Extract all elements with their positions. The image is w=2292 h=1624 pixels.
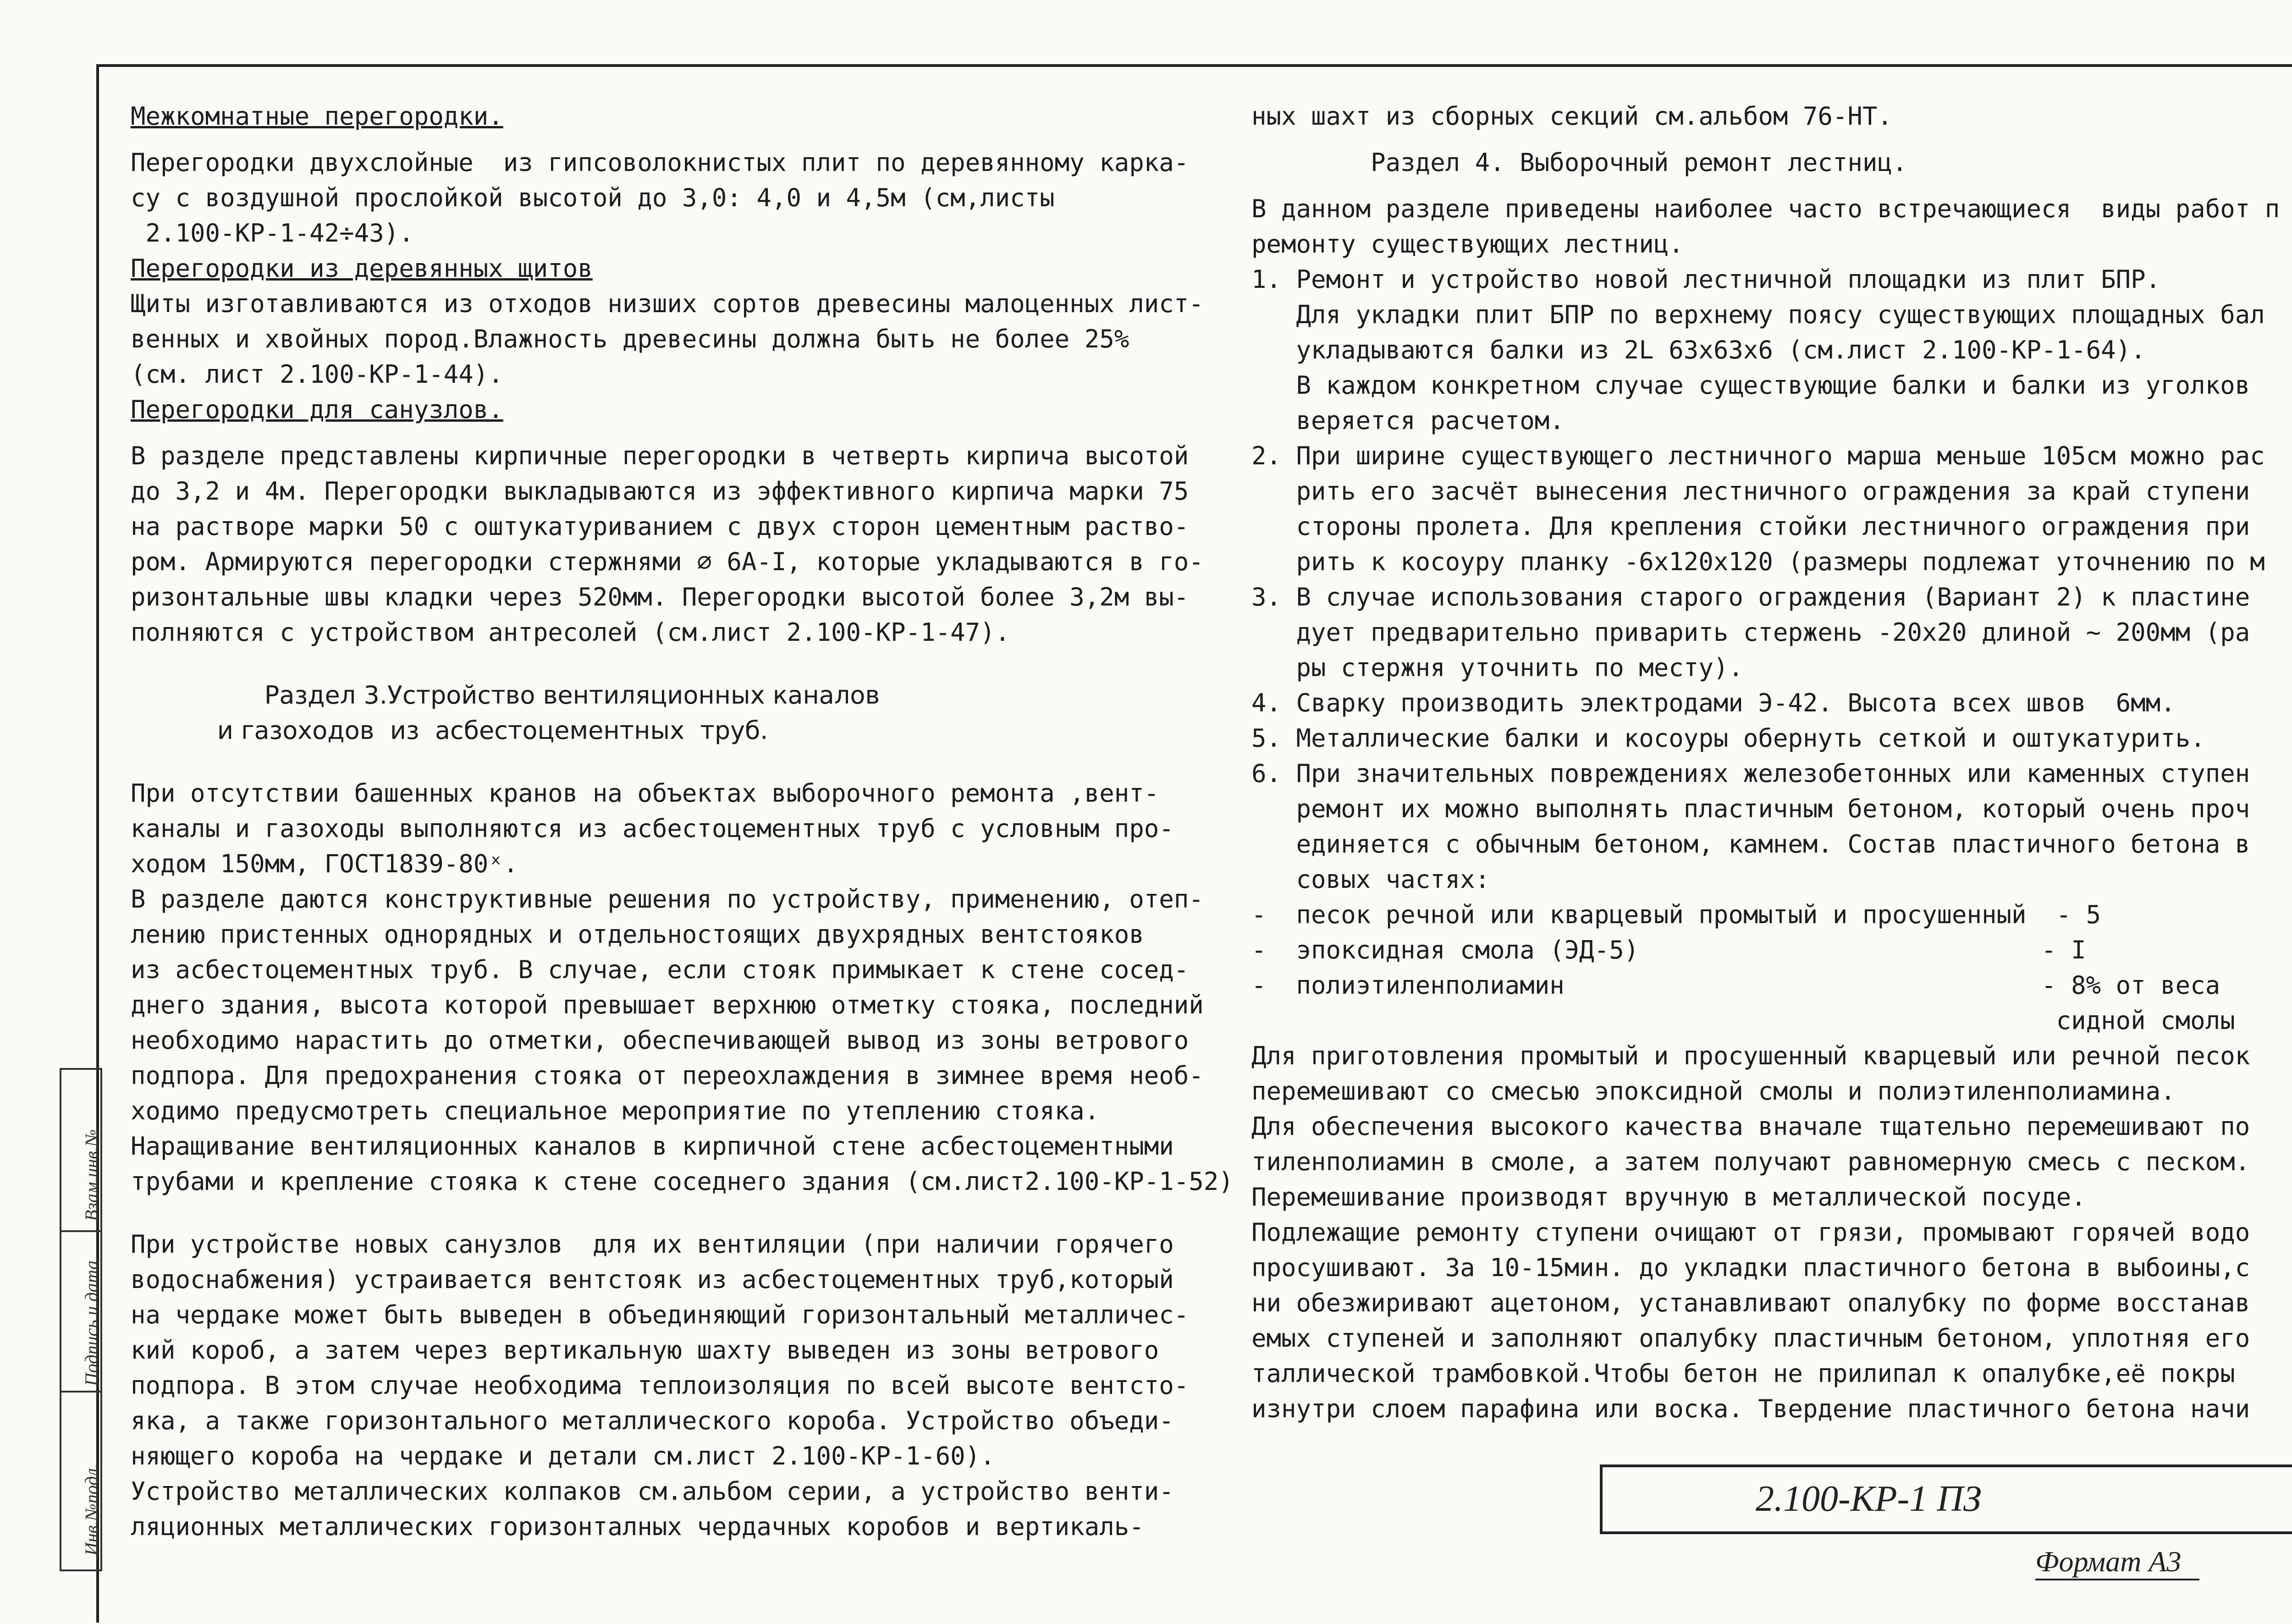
text-line: венных и хвойных пород.Влажность древесины должна быть не более 25% — [131, 325, 1129, 353]
text-line: В данном разделе приведены наиболее часто встречающиеся виды работ п — [1251, 194, 2280, 223]
text-line: В разделе даются конструктивные решения по устройству, применению, отеп- — [131, 885, 1204, 914]
document-code: 2.100-КР-1 ПЗ — [1756, 1479, 1982, 1519]
text-line — [131, 650, 1234, 677]
side-stamp-inventory-label: Инв.№подл. — [81, 1464, 102, 1556]
text-line: В каждом конкретном случае существующие балки и балки из уголков — [1251, 371, 2250, 400]
text-line: Щиты изготавливаются из отходов низших сортов древесины малоценных лист- — [131, 289, 1204, 318]
text-line: тиленполиамин в смоле, а затем получают равномерную смесь с песком. — [1251, 1147, 2250, 1176]
text-line: рить к косоуру планку -6х120х120 (размеры подлежат уточнению по м — [1251, 547, 2265, 576]
text-line: просушивают. За 10-15мин. до укладки пластичного бетона в выбоины,с — [1251, 1253, 2250, 1282]
text-line: Раздел 3.Устройство вентиляционных каналов — [131, 681, 880, 710]
format-label: Формат А3 — [2035, 1545, 2199, 1580]
text-line: Раздел 4. Выборочный ремонт лестниц. — [1251, 148, 1907, 177]
text-line: ных шахт из сборных секций см.альбом 76-НТ. — [1251, 102, 1892, 131]
text-line: 4. Сварку производить электродами Э-42. Высота всех швов 6мм. — [1251, 688, 2176, 717]
text-line: на чердаке может быть выведен в объединяющий горизонтальный металличес- — [131, 1300, 1189, 1329]
text-line: лению пристенных однорядных и отдельностоящих двухрядных вентстояков — [131, 920, 1144, 949]
text-line: кий короб, а затем через вертикальную шахту выведен из зоны ветрового — [131, 1336, 1159, 1365]
text-line: днего здания, высота которой превышает верхнюю отметку стояка, последний — [131, 991, 1204, 1019]
text-line: и газоходов из асбестоцементных труб. — [131, 716, 768, 745]
text-line: ходимо предусмотреть специальное мероприятие по утеплению стояка. — [131, 1096, 1100, 1125]
text-line: 1. Ремонт и устройство новой лестничной площадки из плит БПР. — [1251, 265, 2161, 294]
text-line: Для приготовления промытый и просушенный кварцевый или речной песок — [1251, 1041, 2250, 1070]
text-line: Наращивание вентиляционных каналов в кирпичной стене асбестоцементными — [131, 1132, 1174, 1161]
text-line: При отсутствии башенных кранов на объектах выборочного ремонта ,вент- — [131, 779, 1159, 808]
text-line: укладываются балки из 2L 63х63х6 (см.лист 2.100-КР-1-64). — [1251, 336, 2146, 364]
text-line: - полиэтиленполиамин - 8% от веса — [1251, 971, 2220, 1000]
text-line: изнутри слоем парафина или воска. Твердение пластичного бетона начи — [1251, 1394, 2250, 1423]
text-line: 2. При ширине существующего лестничного марша меньше 105см можно рас — [1251, 441, 2265, 470]
text-line: из асбестоцементных труб. В случае, если стояк примыкает к стене сосед- — [131, 955, 1189, 984]
text-line — [131, 1199, 1234, 1227]
text-line: подпора. Для предохранения стояка от переохлаждения в зимнее время необ- — [131, 1061, 1204, 1090]
text-line: веряется расчетом. — [1251, 406, 1565, 435]
text-line: ры стержня уточнить по месту). — [1251, 653, 1743, 682]
text-line: ходом 150мм, ГОСТ1839-80ˣ. — [131, 849, 518, 878]
side-stamp — [60, 1068, 102, 1571]
right-text-column — [1251, 99, 2280, 1426]
text-line: ни обезжиривают ацетоном, устанавливают опалубку по форме восстанав — [1251, 1288, 2250, 1317]
text-line: Перегородки двухслойные из гипсоволокнистых плит по деревянному карка- — [131, 148, 1189, 177]
side-stamp-divider — [61, 1391, 100, 1393]
text-line: стороны пролета. Для крепления стойки лестничного ограждения при — [1251, 512, 2250, 541]
text-line — [1251, 180, 2280, 191]
text-line: полняются с устройством антресолей (см.лист 2.100-КР-1-47). — [131, 618, 1010, 647]
side-stamp-divider — [61, 1230, 100, 1232]
text-line: ляционных металлических горизонталных чердачных коробов и вертикаль- — [131, 1512, 1144, 1541]
text-line — [131, 134, 1234, 145]
text-line: няющего короба на чердаке и детали см.лист 2.100-КР-1-60). — [131, 1442, 995, 1470]
text-line: каналы и газоходы выполняются из асбестоцементных труб с условным про- — [131, 814, 1174, 843]
section-heading: Перегородки из деревянных щитов — [131, 254, 593, 283]
text-line: трубами и крепление стояка к стене соседнего здания (см.лист2.100-КР-1-52) — [131, 1167, 1234, 1196]
text-line: - песок речной или кварцевый промытый и просушенный - 5 — [1251, 900, 2101, 929]
text-line: Для обеспечения высокого качества вначале тщательно перемешивают по — [1251, 1112, 2250, 1141]
text-line: 2.100-КР-1-42÷43). — [131, 219, 414, 248]
text-line: ром. Армируются перегородки стержнями ∅ 6А-I, которые укладываются в го- — [131, 547, 1204, 576]
text-line: емых ступеней и заполняют опалубку пластичным бетоном, уплотняя его — [1251, 1324, 2250, 1353]
text-line: совых частях: — [1251, 865, 1490, 894]
text-line: су с воздушной прослойкой высотой до 3,0: 4,0 и 4,5м (см,листы — [131, 183, 1055, 212]
text-line: 6. При значительных повреждениях железобетонных или каменных ступен — [1251, 759, 2250, 788]
text-line: 3. В случае использования старого ограждения (Вариант 2) к пластине — [1251, 583, 2250, 611]
left-text-column — [131, 99, 1234, 1544]
text-line: водоснабжения) устраивается вентстояк из асбестоцементных труб,который — [131, 1265, 1174, 1294]
text-line: рить его засчёт вынесения лестничного ограждения за край ступени — [1251, 477, 2250, 506]
text-line: (см. лист 2.100-КР-1-44). — [131, 360, 503, 389]
text-line: необходимо нарастить до отметки, обеспечивающей вывод из зоны ветрового — [131, 1026, 1189, 1055]
text-line — [1251, 134, 2280, 145]
text-line: 5. Металлические балки и косоуры обернуть сеткой и оштукатурить. — [1251, 724, 2205, 753]
side-stamp-replacement-label: Взам.инв.№ — [81, 1129, 102, 1221]
text-line: до 3,2 и 4м. Перегородки выкладываются из эффективного кирпича марки 75 — [131, 477, 1189, 506]
text-line: таллической трамбовкой.Чтобы бетон не прилипал к опалубке,её покры — [1251, 1359, 2235, 1388]
text-line: на растворе марки 50 с оштукатуриванием с двух сторон цементным раство- — [131, 512, 1189, 541]
text-line: перемешивают со смесью эпоксидной смолы и полиэтиленполиамина. — [1251, 1077, 2176, 1106]
text-line: дует предварительно приварить стержень -20х20 длиной ~ 200мм (ра — [1251, 618, 2250, 647]
text-line: ризонтальные швы кладки через 520мм. Перегородки высотой более 3,2м вы- — [131, 583, 1189, 611]
frame-top-border — [96, 64, 2292, 67]
section-heading: Перегородки для санузлов. — [131, 395, 503, 424]
text-line: подпора. В этом случае необходима теплоизоляция по всей высоте вентсто- — [131, 1371, 1189, 1400]
text-line: сидной смолы — [1251, 1006, 2235, 1035]
text-line: При устройстве новых санузлов для их вентиляции (при наличии горячего — [131, 1230, 1174, 1259]
text-line — [131, 748, 1234, 776]
text-line: Подлежащие ремонту ступени очищают от грязи, промывают горячей водо — [1251, 1218, 2250, 1247]
text-line: Устройство металлических колпаков см.альбом серии, а устройство венти- — [131, 1477, 1174, 1506]
text-line: В разделе представлены кирпичные перегородки в четверть кирпича высотой — [131, 441, 1189, 470]
text-line: ремонту существующих лестниц. — [1251, 230, 1684, 259]
text-line: единяется с обычным бетоном, камнем. Состав пластичного бетона в — [1251, 830, 2250, 859]
section-heading: Межкомнатные перегородки. — [131, 102, 503, 131]
text-line — [131, 427, 1234, 438]
text-line: Для укладки плит БПР по верхнему поясу существующих площадных бал — [1251, 300, 2265, 329]
text-line: ремонт их можно выполнять пластичным бетоном, который очень проч — [1251, 794, 2250, 823]
text-line: - эпоксидная смола (ЭД-5) - I — [1251, 936, 2086, 964]
side-stamp-signature-label: Подпись и дата — [81, 1260, 102, 1386]
text-line: Перемешивание производят вручную в металлической посуде. — [1251, 1183, 2086, 1211]
text-line: яка, а также горизонтального металлического короба. Устройство объеди- — [131, 1406, 1174, 1435]
